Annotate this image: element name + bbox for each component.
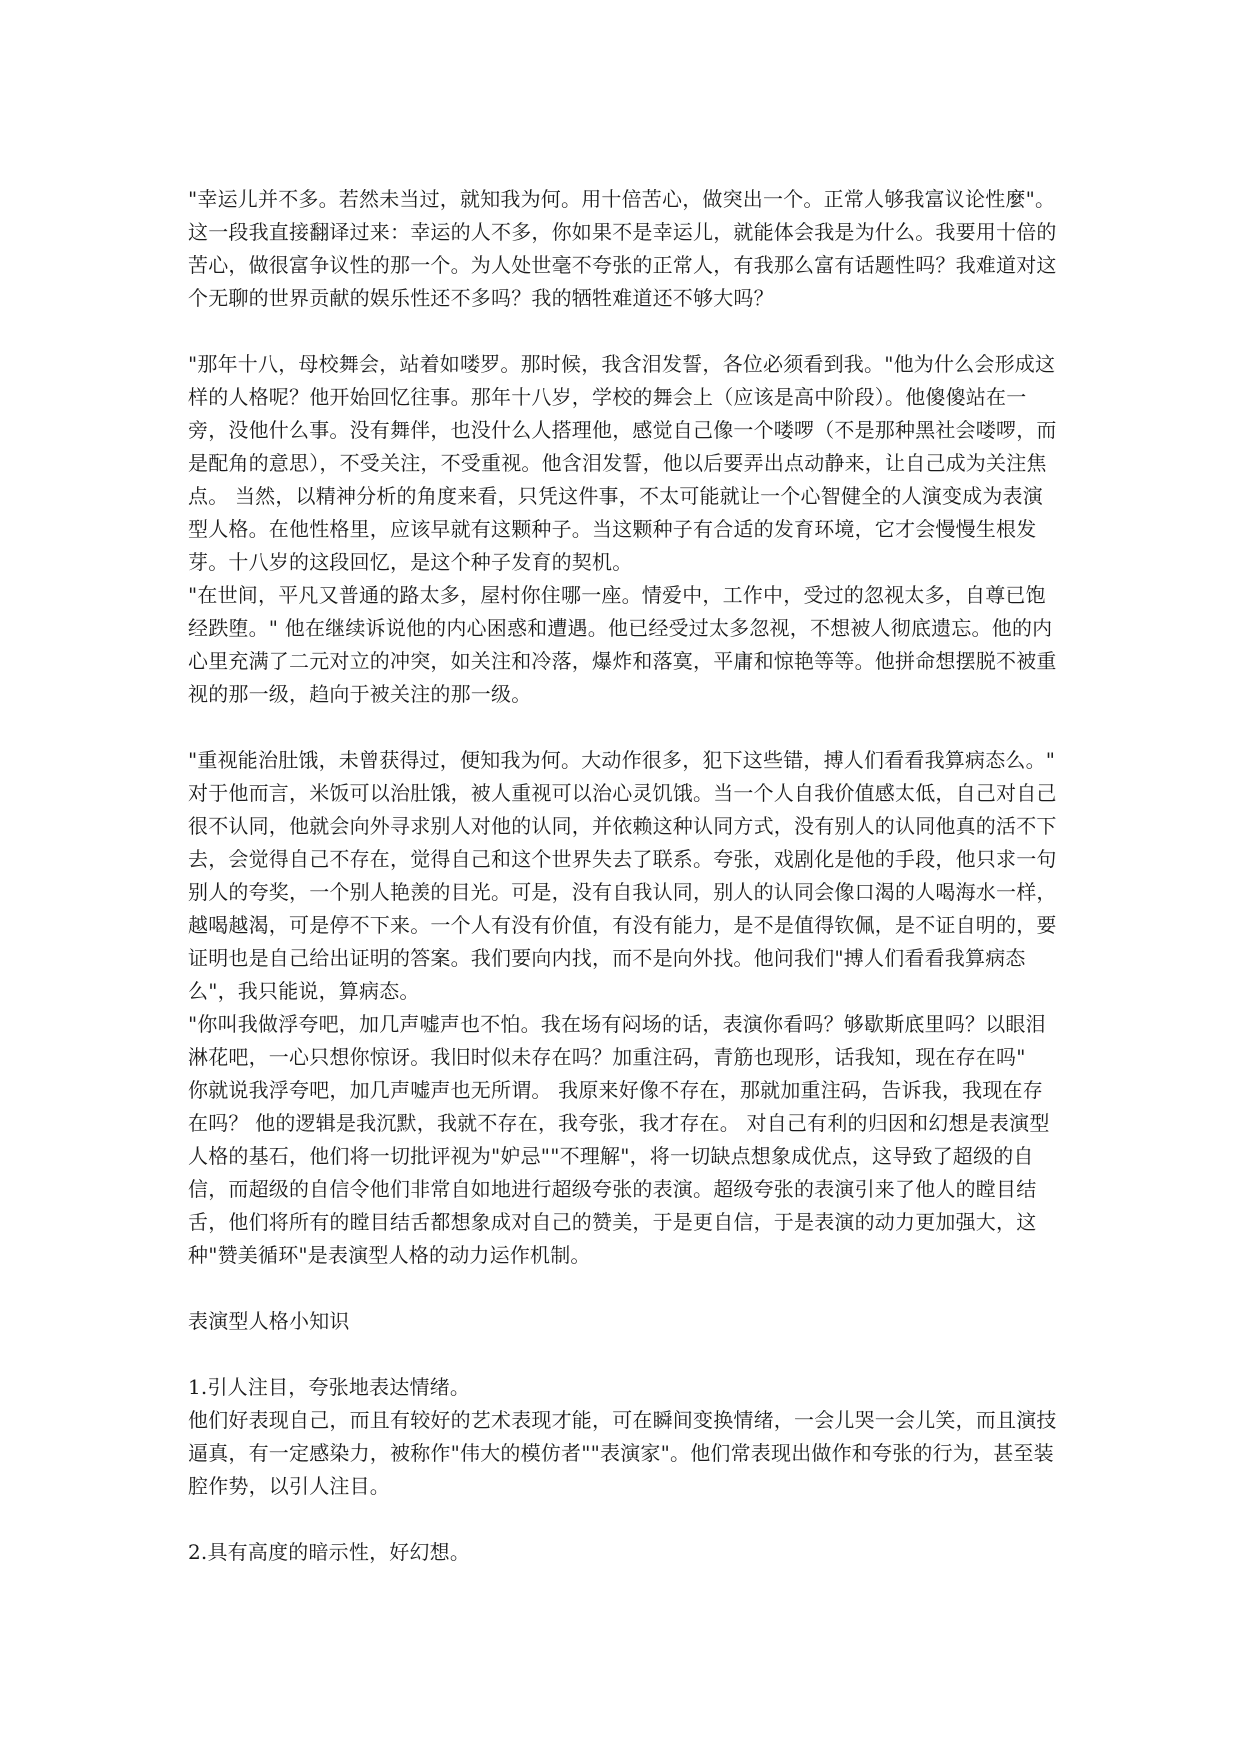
paragraph-5: "你叫我做浮夸吧，加几声嘘声也不怕。我在场有闷场的话，表演你看吗？够歇斯底里吗？以眼泪淋花吧，一心只想你惊讶。我旧时似未存在吗？加重注码，青筋也现形，话我知，现在存在吗" bbox=[188, 1012, 1046, 1069]
list-item-2-title: 2.具有高度的暗示性，好幻想。 bbox=[188, 1540, 471, 1564]
paragraph-spacer bbox=[188, 1272, 1058, 1305]
document-body bbox=[188, 183, 1062, 1569]
paragraph-3: "在世间，平凡又普通的路太多，屋村你住哪一座。情爱中，工作中，受过的忽视太多，自尊已饱经跌堕。" 他在继续诉说他的内心困惑和遭遇。他已经受过太多忽视，不想被人彻底遗忘。他的内心里充满了二元对立的冲突，如关注和冷落，爆炸和落寞，平庸和惊艳等等。他拼命想摆脱不被重视的那一级，趋向于被关注的那一级。 bbox=[188, 583, 1057, 706]
paragraph-spacer bbox=[188, 711, 1058, 744]
paragraph-spacer bbox=[188, 315, 1058, 348]
paragraph-4: "重视能治肚饿，未曾获得过，便知我为何。大动作很多，犯下这些错，搏人们看看我算病态么。" 对于他而言，米饭可以治肚饿，被人重视可以治心灵饥饿。当一个人自我价值感太低，自己对自己很不认同，他就会向外寻求别人对他的认同，并依赖这种认同方式，没有别人的认同他真的活不下去，会觉得自己不存在，觉得自己和这个世界失去了联系。夸张，戏剧化是他的手段，他只求一句别人的夸奖，一个别人艳羡的目光。可是，没有自我认同，别人的认同会像口渴的人喝海水一样，越喝越渴，可是停不下来。一个人有没有价值，有没有能力，是不是值得钦佩，是不证自明的，要证明也是自己给出证明的答案。我们要向内找，而不是向外找。他问我们"搏人们看看我算病态么"，我只能说，算病态。 bbox=[188, 748, 1062, 1003]
paragraph-spacer bbox=[188, 1338, 1058, 1371]
paragraph-1: "幸运儿并不多。若然未当过，就知我为何。用十倍苦心，做突出一个。正常人够我富议论性麼"。这一段我直接翻译过来：幸运的人不多，你如果不是幸运儿，就能体会我是为什么。我要用十倍的苦心，做很富争议性的那一个。为人处世毫不夸张的正常人，有我那么富有话题性吗？我难道对这个无聊的世界贡献的娱乐性还不多吗？我的牺牲难道还不够大吗？ bbox=[188, 187, 1057, 310]
paragraph-6: 你就说我浮夸吧，加几声嘘声也无所谓。 我原来好像不存在，那就加重注码，告诉我，我现在存在吗？ 他的逻辑是我沉默，我就不存在，我夸张，我才存在。 对自己有利的归因和幻想是表演型人格的基石，他们将一切批评视为"妒忌""不理解"，将一切缺点想象成优点，这导致了超级的自信，而超级的自信令他们非常自如地进行超级夸张的表演。超级夸张的表演引来了他人的瞠目结舌，他们将所有的瞠目结舌都想象成对自己的赞美，于是更自信，于是表演的动力更加强大，这种"赞美循环"是表演型人格的动力运作机制。 bbox=[188, 1078, 1050, 1267]
section-heading: 表演型人格小知识 bbox=[188, 1309, 350, 1333]
paragraph-2: "那年十八，母校舞会，站着如喽罗。那时候，我含泪发誓，各位必须看到我。"他为什么会形成这样的人格呢？他开始回忆往事。那年十八岁，学校的舞会上（应该是高中阶段）。他傻傻站在一旁，没他什么事。没有舞伴，也没什么人搭理他，感觉自己像一个喽啰（不是那种黑社会喽啰，而是配角的意思），不受关注，不受重视。他含泪发誓，他以后要弄出点动静来，让自己成为关注焦点。 当然，以精神分析的角度来看，只凭这件事，不太可能就让一个心智健全的人演变成为表演型人格。在他性格里，应该早就有这颗种子。当这颗种子有合适的发育环境，它才会慢慢生根发芽。十八岁的这段回忆，是这个种子发育的契机。 bbox=[188, 352, 1057, 574]
list-item-1-body: 他们好表现自己，而且有较好的艺术表现才能，可在瞬间变换情绪，一会儿哭一会儿笑，而且演技逼真，有一定感染力，被称作"伟大的模仿者""表演家"。他们常表现出做作和夸张的行为，甚至装腔作势，以引人注目。 bbox=[188, 1408, 1057, 1498]
list-item-1-title: 1.引人注目，夸张地表达情绪。 bbox=[188, 1375, 471, 1399]
paragraph-spacer bbox=[188, 1503, 1058, 1536]
